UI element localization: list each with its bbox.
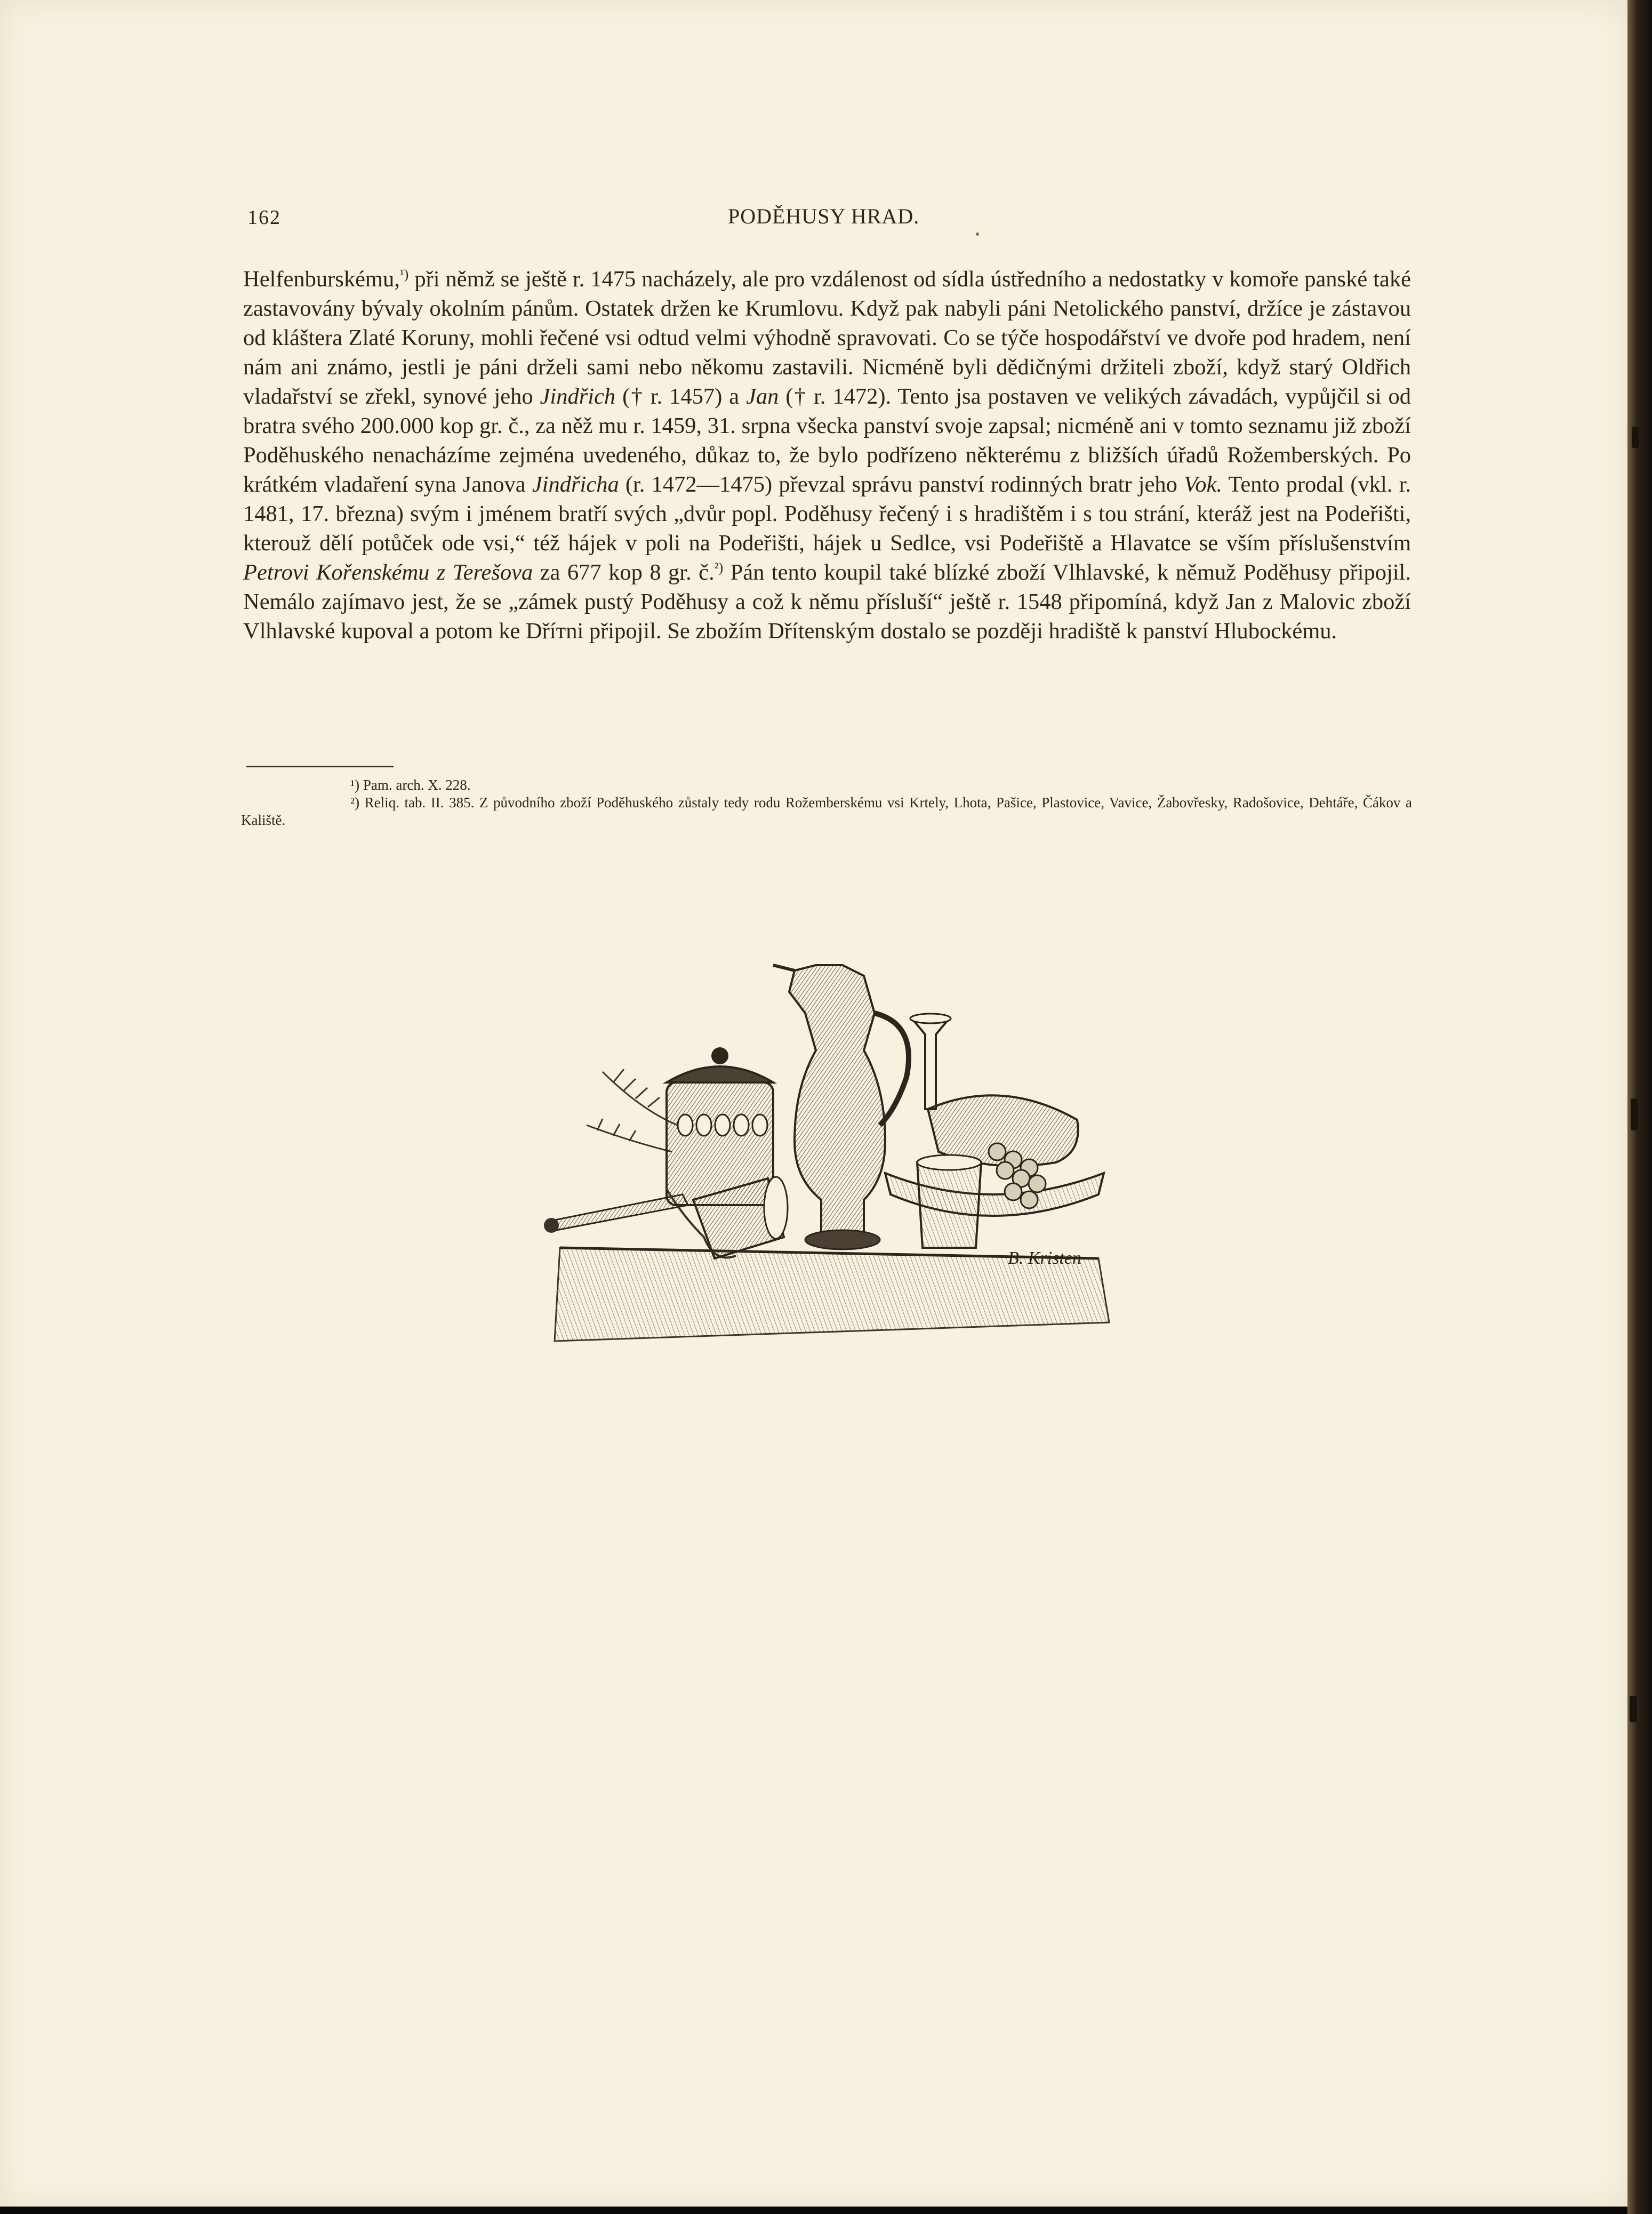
footnote-2 <box>241 794 1412 829</box>
text-run: Helfenburskému, <box>243 267 400 292</box>
person-name: Vok. <box>1183 472 1222 497</box>
person-name: Jindřich <box>540 384 616 409</box>
page-number: 162 <box>247 206 281 229</box>
text-run: († r. 1457) a <box>615 384 746 409</box>
person-name: Jan <box>745 384 779 409</box>
beaker-cup <box>917 1155 981 1248</box>
edge-mark <box>1632 427 1639 448</box>
footnote-ref-2: ²) <box>714 560 724 575</box>
scan-edge-strip <box>1627 0 1652 2214</box>
text-run: (r. 1472—1475) převzal správu panství rodinných bratr jeho <box>619 472 1184 497</box>
footnotes <box>241 776 1412 829</box>
text-run: Pán tento koupil také blízké zboží Vlhlavské, k němuž Poděhusy připojil. Nemálo zajímavo jest, že se „zámek pustý Poděhusy a což k němu přísluší“ ještě r. 1548 připomíná, když Jan z Malovic zboží Vlhlavské kupoval a potom ke Dříтni připojil. Se zbožím Dřítenským dostalo se později hradiště k panství Hlubockému. <box>243 560 1411 644</box>
artist-signature: B. Kristen <box>1008 1248 1081 1268</box>
edge-mark <box>1630 1696 1637 1722</box>
goblet <box>910 1014 951 1109</box>
body-paragraph <box>243 264 1411 646</box>
running-head: PODĚHUSY HRAD. <box>728 204 920 228</box>
text-run: Tento prodal (vkl. r. 1481, 17. března) svým i jménem bratří svých „dvůr popl. Poděhusy řečený i s hradištěm i s tou strání, kteráž jest na Podeřišti, kterouž dělí potůček ode vsi,“ též hájek v poli na Podeřišti, hájek u Sedlce, vsi Podeřiště a Hlavatce se vším příslušenstvím <box>243 472 1411 556</box>
fern-leaves <box>587 1069 677 1152</box>
footnote-text: Reliq. tab. II. 385. Z původního zboží Poděhuského zůstaly tedy rodu Rožemberskému vsi Krtely, Lhota, Pašice, Plastovice, Vavice, Žabovřesky, Radošovice, Dehtáře, Čákov a Kaliště. <box>241 795 1412 828</box>
footnote-ref-1: ¹) <box>399 267 409 282</box>
text-run: při němž se ještě r. 1475 nacházely, ale pro vzdálenost od sídla ústředního a nedostatky v komoře panské také zastavovány bývaly okolním pánům. Ostatek držen ke Krumlovu. Když pak nabyli páni Netolického panství, držíce je zástavou od kláštera Zlaté Koruny, mohli řečené vsi odtud velmi výhodně spravovati. Co se týče hospodářství ve dvoře pod hradem, není nám ani známo, jestli je páni drželi sami nebo někomu zastavili. Nicméně byli dědičnými držiteli zboží, když starý Oldřich vladařství se zřekl, synové jeho <box>243 267 1411 409</box>
footnote-marker: ¹) <box>350 777 360 793</box>
text-run: († r. 1472). Tento jsa postaven ve velikých závadách, vypůjčil si od bratra svého 200.000 kop gr. č., za něž mu r. 1459, 31. srpna všecka panství svoje zapsal; nicméně ani v tomto seznamu již zboží Poděhuského nenacházíme zejména uvedeného, důkaz to, že bylo podřízeno některému z bližších úřadů Rožemberských. Po krátkém vladaření syna Janova <box>243 384 1411 497</box>
text-run: za 677 kop 8 gr. č. <box>533 560 715 585</box>
footnote-rule <box>246 766 394 767</box>
tall-ewer <box>773 965 909 1249</box>
fruit-bowl <box>885 1095 1104 1216</box>
footnote-marker: ²) <box>350 795 360 811</box>
person-name: Petrovi Kořenskému z Terešova <box>243 560 533 585</box>
person-name: Jindřicha <box>532 472 619 497</box>
edge-mark <box>1631 1098 1638 1130</box>
ink-speck <box>976 232 979 236</box>
footnote-text: Pam. arch. X. 228. <box>359 777 471 793</box>
still-life-vignette <box>544 949 1120 1349</box>
footnote-1 <box>241 776 1412 794</box>
